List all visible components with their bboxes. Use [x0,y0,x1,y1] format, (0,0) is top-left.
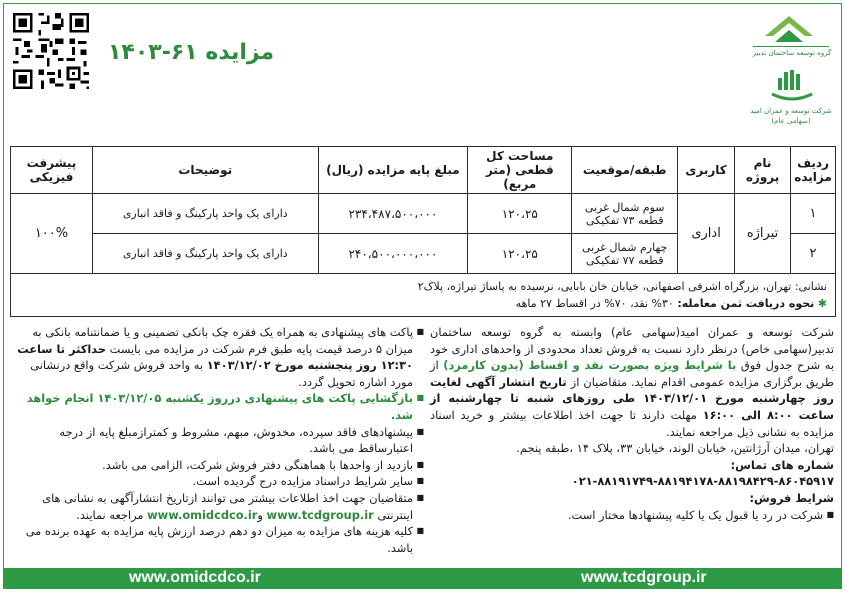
list-item: ■ سایر شرایط دراسناد مزایده درج گردیده است. [12,473,424,490]
footer-url-tcd[interactable]: www.tcdgroup.ir [581,569,707,586]
tcd-group-logo [745,8,837,70]
omidcdco-link[interactable]: www.omidcdco.ir [147,507,258,522]
phones-label: شماره های تماس: [730,457,834,472]
item-text: پاکت های پیشنهادی به همراه یک فقره چک بانکی تضمینی و یا ضمانتنامه بانکی به میزان ۵ درصد قیمت پایه طبق فرم شرکت در مزایده می بایست [32,325,413,356]
announcement-end: مهلت دارند تا جهت اخذ اطلاعات بیشتر و خرید اسناد مزایده به نشانی ذیل مراجعه نمایند. [430,407,834,439]
col-header-price: مبلغ پایه مزایده (ریال) [318,147,468,194]
deadline-text: تاریخ انتشار آگهی لغایت روز چهارشنبه مورخ ۱۴۰۳/۱۲/۰۱ طی روزهای شنبه تا چهارشنبه از ساعت ۸:۰۰ الی ۱۶:۰۰ [430,374,834,422]
cell-floor: سوم شمال غربی قطعه ۷۳ تفکیکی [572,194,678,234]
cell-usage: اداری [678,194,735,274]
item-text: به واحد فروش شرکت واقع درنشانی مورد اشاره تحویل گردد. [30,358,413,389]
announcement-mid: از طریق برگزاری مزایده عمومی اقدام نماید. متقاضیان از [430,358,834,389]
table-row [11,194,836,234]
cell-description: دارای یک واحد پارکینگ و فاقد انباری [92,234,318,274]
terms-item: ■ شرکت در رد یا قبول یک یا کلیه پیشنهادها مختار است. [430,507,834,524]
cell-area: ۱۲۰،۲۵ [468,194,572,234]
list-item [12,490,424,523]
cell-row-number: ۱ [791,194,836,234]
conditions-list [12,324,424,556]
table-header-row [11,147,836,194]
star-icon: ✱ [814,297,827,310]
cell-row-number: ۲ [791,234,836,274]
payment-label: نحوه دریافت ثمن معامله: [677,297,815,310]
col-header-description: توضیحات [92,147,318,194]
list-item [12,324,424,390]
auction-lots-table [10,146,836,274]
item-text: متقاضیان جهت اخذ اطلاعات بیشتر می توانند ازتاریخ انتشارآگهی به نشانی های اینترنتی [42,490,413,522]
list-item: ■ پیشنهادهای فاقد سپرده، مخدوش، مبهم، مشروط و کمترازمبلغ پایه از درجه اعتبارساقط می باشد. [12,424,424,457]
submission-deadline: حداکثر تا ساعت ۱۲:۳۰ روز پنجشنبه مورخ ۱۴۰۳/۱۲/۰۲ [17,341,413,373]
footer-bar [3,568,842,589]
list-item: ■ کلیه هزینه های مزایده به میزان دو دهم درصد ارزش پایه مزایده به عهده برنده می باشد. [12,523,424,556]
announcement-paragraph [430,324,834,440]
announcement-text [430,324,834,523]
omid-logo-icon [748,68,834,108]
tcd-logo-text: گروه توسعه ساختمان تدبیر [752,49,832,57]
item-text: و [257,507,267,522]
col-header-usage: کاربری [678,147,735,194]
list-item: ■ بازدید از واحدها با هماهنگی دفتر فروش شرکت، الزامی می باشد. [12,457,424,474]
omid-company-logo [748,68,834,140]
col-header-project: نام پروژه [735,147,791,194]
office-address: تهران، میدان آرژانتین، خیابان الوند، خیابان ۳۳، پلاک ۱۴ ،طبقه پنجم. [516,441,834,456]
cell-progress: ۱۰۰% [11,194,93,274]
omid-logo-text: شرکت توسعه و عمران امید (سهامی عام) [750,107,832,125]
tcdgroup-link[interactable]: www.tcdgroup.ir [266,507,374,522]
terms-label: شرایط فروش: [749,490,834,505]
project-address: نشانی: تهران، بزرگراه اشرفی اصفهانی، خیابان خان بابایی، نرسیده به پاساژ تیراژه، پلاک۲ [417,280,827,293]
col-header-area: مساحت کل قطعی (متر مربع) [468,147,572,194]
list-item: ■ بازگشایی پاکت های پیشنهادی درروز یکشنبه ۱۴۰۳/۱۲/۰۵ انجام خواهد شد. [12,390,424,423]
special-terms: با شرایط ویژه بصورت نقد و اقساط (بدون کارمزد) [443,358,737,373]
payment-terms [19,297,827,310]
col-header-floor: طبقه/موقعیت [572,147,678,194]
cell-project: تیراژه [735,194,791,274]
cell-price: ۲۴۰،۵۰۰،۰۰۰،۰۰۰ [318,234,468,274]
announcement-intro: شرکت توسعه و عمران امید(سهامی عام) وابسته به گروه توسعه ساختمان تدبیر(سهامی خاص) درنظر دارد نسبت به فروش تعداد محدودی از واحدهای اداری خود به شرح جدول فوق [430,325,835,373]
col-header-row-number: ردیف مزایده [791,147,836,194]
footer-url-omid[interactable]: www.omidcdco.ir [129,569,261,586]
cell-floor: چهارم شمال غربی قطعه ۷۷ تفکیکی [572,234,678,274]
qr-code [10,10,92,92]
cell-area: ۱۲۰،۲۵ [468,234,572,274]
phone-numbers: ۰۲۱-۸۸۱۹۱۷۴۹-۸۸۱۹۴۱۷۸-۸۸۱۹۸۴۲۹-۸۶۰۴۵۹۱۷ [571,474,834,489]
cell-price: ۲۳۴،۴۸۷،۵۰۰،۰۰۰ [318,194,468,234]
info-box [10,273,836,317]
cell-description: دارای یک واحد پارکینگ و فاقد انباری [92,194,318,234]
col-header-progress: پیشرفت فیزیکی [11,147,93,194]
item-text: مراجعه نمایند. [76,507,148,522]
tcd-logo-icon [745,8,837,70]
payment-value: ۳۰% نقد، ۷۰% در اقساط ۲۷ ماهه [515,297,678,310]
auction-title: مزایده ۶۱-۱۴۰۳ [108,40,275,65]
